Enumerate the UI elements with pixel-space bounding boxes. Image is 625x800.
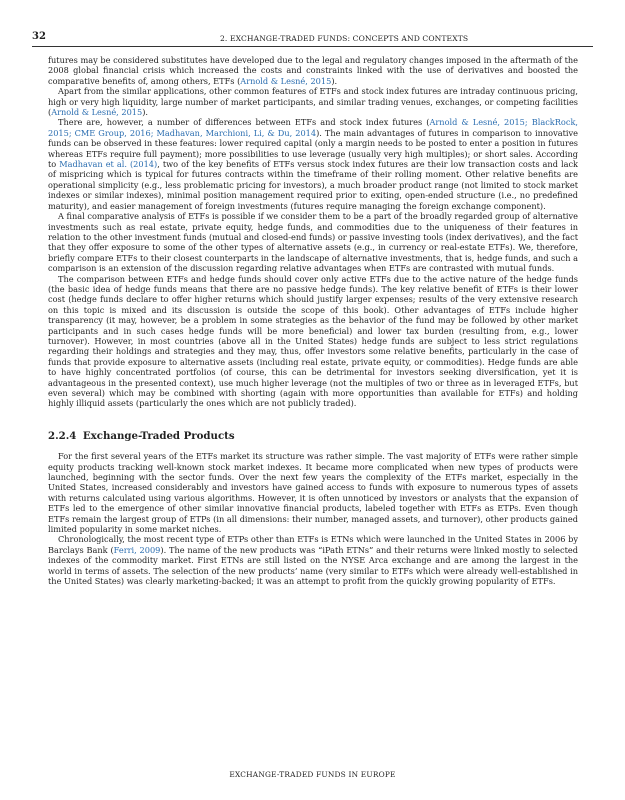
section-number: 2.2.4 xyxy=(48,429,77,442)
paragraphs-before-section xyxy=(48,55,578,409)
paragraphs-after-section xyxy=(48,451,578,586)
page-number: 32 xyxy=(32,31,47,42)
paragraph-text: A final comparative analysis of ETFs is possible if we consider them to be a part of the broadly regarded group of alternative investments such as real estate, private equity, hedge funds, and commodities due to the uniqueness of their features in relation to the other investment funds (mutual and closed-end funds) or passive investing tools (index derivatives), and the fact that they offer exposure to some of the other types of alternative assets (e.g., in currency or real-estate ETFs). We, therefore, briefly compare ETFs to their closest counterparts in the landscape of alternative investments, that is, hedge funds, and such a comparison is an extension of the discussion regarding relative advantages when ETFs are contrasted with mutual funds. xyxy=(48,211,578,274)
paragraph-text: , two of the key benefits of ETFs versus stock index futures are their low transaction costs and lack of mispricing which is typical for futures contracts within the timeframe of their rolling moment. Other relative benefits are operational simplicity (e.g., less problematic pricing for investors), a much broader product range (not limited to stock market indexes or similar indexes), minimal position management required prior to exiting, open-ended structure (i.e., no predefined maturity), and easier management of foreign investments (futures require managing the foreign exchange component). xyxy=(48,159,579,211)
section-heading xyxy=(48,431,578,441)
section-title: Exchange-Traded Products xyxy=(82,429,235,442)
paragraph-text: ). The main advantages of futures in comparison to innovative funds can be observed in these features: lower required capital (only a margin needs to be posted to enter a position in futures whereas ETFs require full payment); more possibilities to use leverage (usually very high multiples); or short sales. According to xyxy=(48,127,578,170)
page-header xyxy=(32,30,593,47)
citation-link[interactable]: Arnold & Lesné, 2015 xyxy=(51,107,143,118)
paragraph xyxy=(48,55,578,86)
paragraph-text: Chronologically, the most recent type of ETPs other than ETFs is ETNs which were launched in the United States in 2006 by Barclays Bank ( xyxy=(48,534,578,555)
paragraph-text: ). xyxy=(331,75,338,86)
paragraph xyxy=(48,451,578,534)
paragraph-text: For the first several years of the ETFs market its structure was rather simple. The vast majority of ETFs were rather simple equity products tracking well-known stock market indexes. It became more complicated when new types of products were launched, beginning with the sector funds. Over the next few years the complexity of the ETFs market, especially in the United States, increased considerably and investors have gained access to funds with exposure to numerous types of assets with returns calculated using various algorithms. However, it is often unnoticed by investors or analysts that the expansion of ETFs led to the emergence of other similar innovative financial products, labeled together with ETFs as ETPs. Even though ETFs remain the largest group of ETPs (in all dimensions: their number, managed assets, and turnover), other products gained limited popularity in some market niches. xyxy=(48,451,578,535)
paragraph-text: ). The name of the new products was “iPath ETNs” and their returns were linked mostly to selected indexes of the commodity market. First ETNs are still listed on the NYSE Arca exchange and are among the largest in the world in terms of assets. The selection of the new products’ name (very similar to ETFs which were already well-established in the United States) was clearly marketing-backed; it was an attempt to profit from the quickly growing popularity of ETFs. xyxy=(48,544,578,587)
footer-book-title: EXCHANGE-TRADED FUNDS IN EUROPE xyxy=(229,770,396,779)
paragraph-text: futures may be considered substitutes have developed due to the legal and regulatory changes imposed in the aftermath of the 2008 global financial crisis which increased the costs and constraints linked with the use of derivatives and boosted the comparative benefits of, among others, ETFs ( xyxy=(48,55,578,86)
paragraph xyxy=(48,274,578,409)
paragraph-text: ). xyxy=(142,107,149,118)
paragraph xyxy=(48,86,578,117)
body-text xyxy=(48,55,578,587)
paragraph xyxy=(48,211,578,273)
citation-link[interactable]: Arnold & Lesné, 2015; BlackRock, 2015; CME Group, 2016; Madhavan, Marchioni, Li, & Du, 2014 xyxy=(48,117,579,138)
running-head: 2. EXCHANGE-TRADED FUNDS: CONCEPTS AND CONTEXTS xyxy=(220,34,469,43)
paragraph-text: There are, however, a number of differences between ETFs and stock index futures ( xyxy=(58,117,430,128)
paragraph-text: Apart from the similar applications, other common features of ETFs and stock index futures are intraday continuous pricing, high or very high liquidity, large number of market participants, and similar trading venues, exchanges, or competing facilities ( xyxy=(48,86,578,118)
paragraph xyxy=(48,117,578,211)
page-footer xyxy=(0,770,625,779)
citation-link[interactable]: Madhavan et al. (2014) xyxy=(59,159,158,170)
citation-link[interactable]: Arnold & Lesné, 2015 xyxy=(240,75,332,86)
paragraph-text: The comparison between ETFs and hedge funds should cover only active ETFs due to the active nature of the hedge funds (the basic idea of hedge funds means that there are no passive hedge funds). The key relative benefit of ETFs is their lower cost (hedge funds declare to offer higher returns which should justify larger expenses; results of the very extensive research on this topic is mixed and its discussion is outside the scope of this book). Other advantages of ETFs include higher transparency (it may, however, be a problem in some strategies as the behavior of the fund may be followed by other market participants and in such cases hedge funds will be more beneficial) and lower tax burden (resulting from, e.g., lower turnover). However, in most countries (above all in the United States) hedge funds are subject to less strict regulations regarding their holdings and strategies and they may, thus, offer investors some relative benefits, particularly in the case of funds that provide exposure to alternative assets (including real estate, private equity, or commodities). Hedge funds are able to have highly concentrated portfolios (of course, this can be detrimental for investors seeking diversification, yet it is advantageous in the presented context), use much higher leverage (not the multiples of two or three as in leveraged ETFs, but even several) which may be combined with shorting (again with more opportunities than available for ETFs) and holding highly illiquid assets (particularly the ones which are not publicly traded). xyxy=(48,273,578,409)
citation-link[interactable]: Ferri, 2009 xyxy=(113,544,161,555)
paragraph xyxy=(48,534,578,586)
